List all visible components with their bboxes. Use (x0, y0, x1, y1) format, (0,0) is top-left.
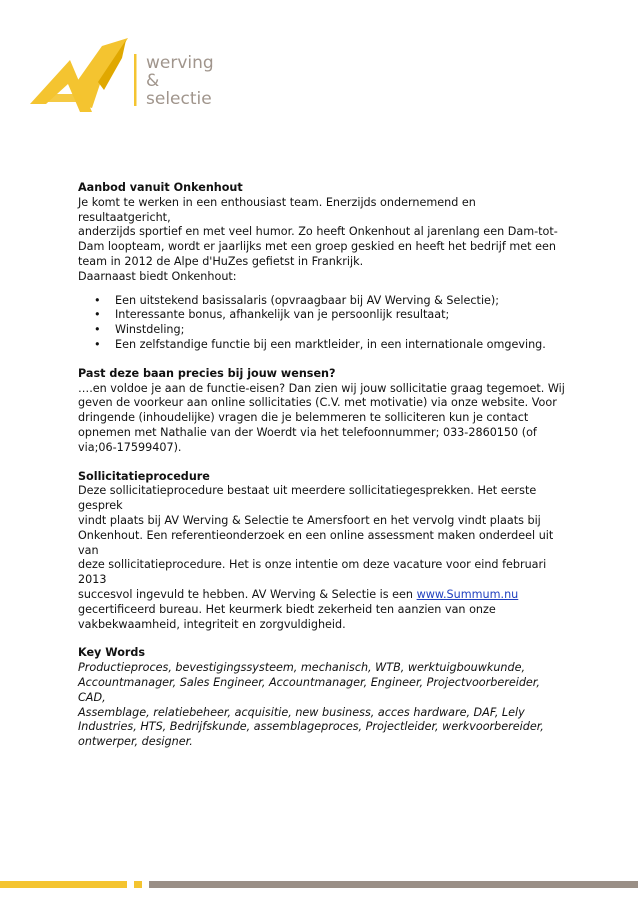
bullet-icon: • (94, 308, 101, 322)
text-line: anderzijds sportief en met veel humor. Zo heeft Onkenhout al jarenlang een Dam-tot- (78, 225, 558, 239)
bullet-icon: • (94, 293, 101, 307)
text-line: geven de voorkeur aan online sollicitaties (C.V. met motivatie) via onze website. Voor (78, 396, 557, 410)
text-line: via;06-17599407). (78, 440, 182, 454)
text-line: Accountmanager, Sales Engineer, Accountmanager, Engineer, Projectvoorbereider, CAD, (78, 675, 540, 704)
text-line: opnemen met Nathalie van der Woerdt via het telefoonnummer; 033-2860150 (of (78, 425, 537, 439)
list-item: • Een zelfstandige functie bij een marktleider, in een internationale omgeving. (94, 337, 546, 351)
section-heading: Past deze baan precies bij jouw wensen? (78, 366, 336, 380)
text-line: Assemblage, relatiebeheer, acquisitie, new business, acces hardware, DAF, Lely (78, 705, 525, 719)
section-heading: Sollicitatieprocedure (78, 469, 210, 483)
list-item: • Interessante bonus, afhankelijk van je persoonlijk resultaat; (94, 308, 450, 322)
logo-text-line2: & (146, 71, 160, 91)
text-line: ….en voldoe je aan de functie-eisen? Dan zien wij jouw sollicitatie graag tegemoet. Wij (78, 381, 565, 395)
text-line: Industries, HTS, Bedrijfskunde, assemblageproces, Projectleider, werkvoorbereider, (78, 720, 544, 734)
text-line: ontwerper, designer. (78, 735, 193, 749)
logo-text-line1: werving (146, 53, 214, 73)
av-werving-selectie-logo (30, 38, 220, 112)
text-line: gecertificeerd bureau. Het keurmerk biedt zekerheid ten aanzien van onze (78, 602, 496, 616)
av-logo-mark (30, 38, 128, 112)
section-heading: Key Words (78, 646, 146, 660)
list-item: • Winstdeling; (94, 323, 185, 337)
section-aanbod (78, 181, 565, 353)
section-past (78, 367, 565, 456)
footer-bar-left (0, 881, 127, 888)
section-keywords (78, 646, 565, 750)
section-procedure (78, 470, 565, 633)
document-body (78, 181, 565, 764)
text-line: Deze sollicitatieprocedure bestaat uit meerdere sollicitatiegesprekken. Het eerste gesprek (78, 484, 537, 513)
logo-text-line3: selectie (146, 89, 212, 109)
text-line: Dam loopteam, wordt er jaarlijks met een groep geskied en heeft het bedrijf met een (78, 240, 556, 254)
list-item: • Een uitstekend basissalaris (opvraagbaar bij AV Werving & Selectie); (94, 293, 500, 307)
text-line-with-link: succesvol ingevuld te hebben. AV Werving & Selectie is een www.Summum.nu (78, 587, 519, 601)
text-line: vakbekwaamheid, integriteit en zorgvuldigheid. (78, 617, 346, 631)
text-line: Je komt te werken in een enthousiast team. Enerzijds ondernemend en resultaatgericht, (78, 195, 476, 224)
section-heading: Aanbod vanuit Onkenhout (78, 181, 243, 194)
bullet-icon: • (94, 337, 101, 351)
text-line: dringende (inhoudelijke) vragen die je belemmeren te solliciteren kun je contact (78, 411, 529, 425)
benefits-list (78, 294, 565, 353)
summum-link[interactable]: www.Summum.nu (416, 587, 519, 601)
text-line: Productieproces, bevestigingssysteem, mechanisch, WTB, werktuigbouwkunde, (78, 661, 526, 675)
text-line: Onkenhout. Een referentieonderzoek en een online assessment maken onderdeel uit van (78, 528, 554, 557)
bullet-icon: • (94, 323, 101, 337)
text-line: team in 2012 de Alpe d'HuZes gefietst in Frankrijk. (78, 254, 364, 268)
text-line: vindt plaats bij AV Werving & Selectie te Amersfoort en het vervolg vindt plaats bij (78, 513, 541, 527)
text-line: Daarnaast biedt Onkenhout: (78, 269, 237, 283)
footer-bar-right (149, 881, 638, 888)
text-line: deze sollicitatieprocedure. Het is onze intentie om deze vacature voor eind februari 2013 (78, 558, 547, 587)
logo-divider (134, 54, 137, 106)
footer-bar-mid (134, 881, 142, 888)
